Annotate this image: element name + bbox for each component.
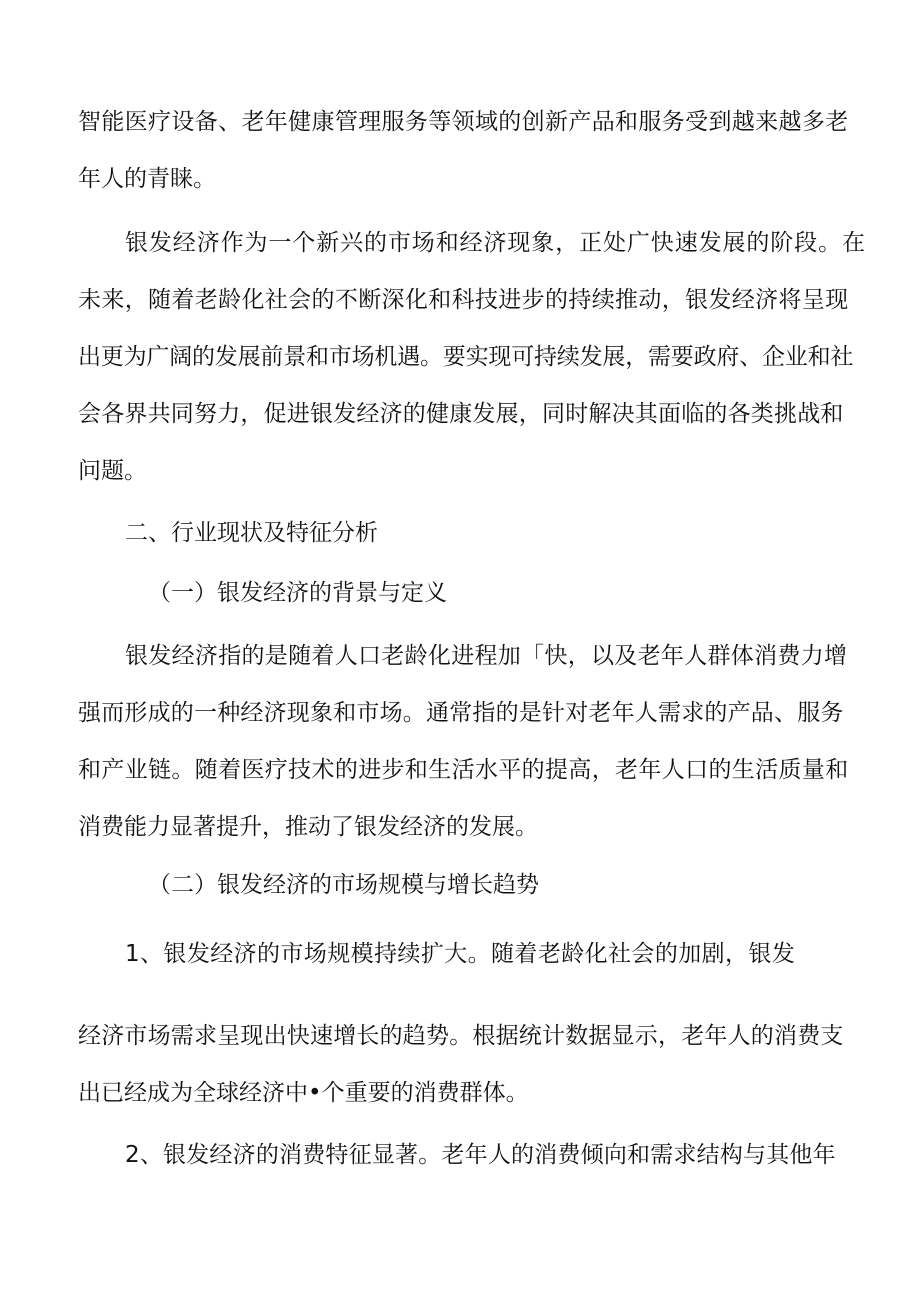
para2-line1: 银发经济作为一个新兴的市场和经济现象，正处广快速发展的阶段。在 [125, 230, 866, 256]
item1-line1: 1、银发经济的市场规模持续扩大。随着老龄化社会的加剧，银发 [125, 941, 796, 967]
section-heading: 二、行业现状及特征分析 [125, 520, 378, 546]
subheading-market-size: （二）银发经济的市场规模与增长趋势 [148, 872, 539, 898]
para2-line3: 出更为广阔的发展前景和市场机遇。要实现可持续发展，需要政府、企业和社 [78, 344, 854, 370]
para3-line2: 强而形成的一种经济现象和市场。通常指的是针对老年人需求的产品、服务 [78, 700, 844, 726]
para1-line1: 智能医疗设备、老年健康管理服务等领域的创新产品和服务受到越来越多老 [78, 109, 849, 135]
para3-line3: 和产业链。随着医疗技术的进步和生活水平的提高，老年人口的生活质量和 [78, 757, 849, 783]
para2-line4: 会各界共同努力，促进银发经济的健康发展，同时解决其面临的各类挑战和 [78, 401, 844, 427]
item1-line3: 出已经成为全球经济中•个重要的消费群体。 [78, 1080, 529, 1106]
para2-line5: 问题。 [78, 458, 147, 484]
item2-line1: 2、银发经济的消费特征显著。老年人的消费倾向和需求结构与其他年 [125, 1142, 836, 1168]
item1-line2: 经济市场需求呈现出快速增长的趋势。根据统计数据显示，老年人的消费支 [78, 1023, 844, 1049]
para3-line1: 银发经济指的是随着人口老龄化进程加「快，以及老年人群体消费力增 [125, 643, 848, 669]
subheading-background-definition: （一）银发经济的背景与定义 [148, 580, 447, 606]
para1-line2: 年人的青睐。 [78, 166, 216, 192]
para3-line4: 消费能力显著提升，推动了银发经济的发展。 [78, 814, 538, 840]
para2-line2: 未来，随着老龄化社会的不断深化和科技进步的持续推动，银发经济将呈现 [78, 287, 849, 313]
